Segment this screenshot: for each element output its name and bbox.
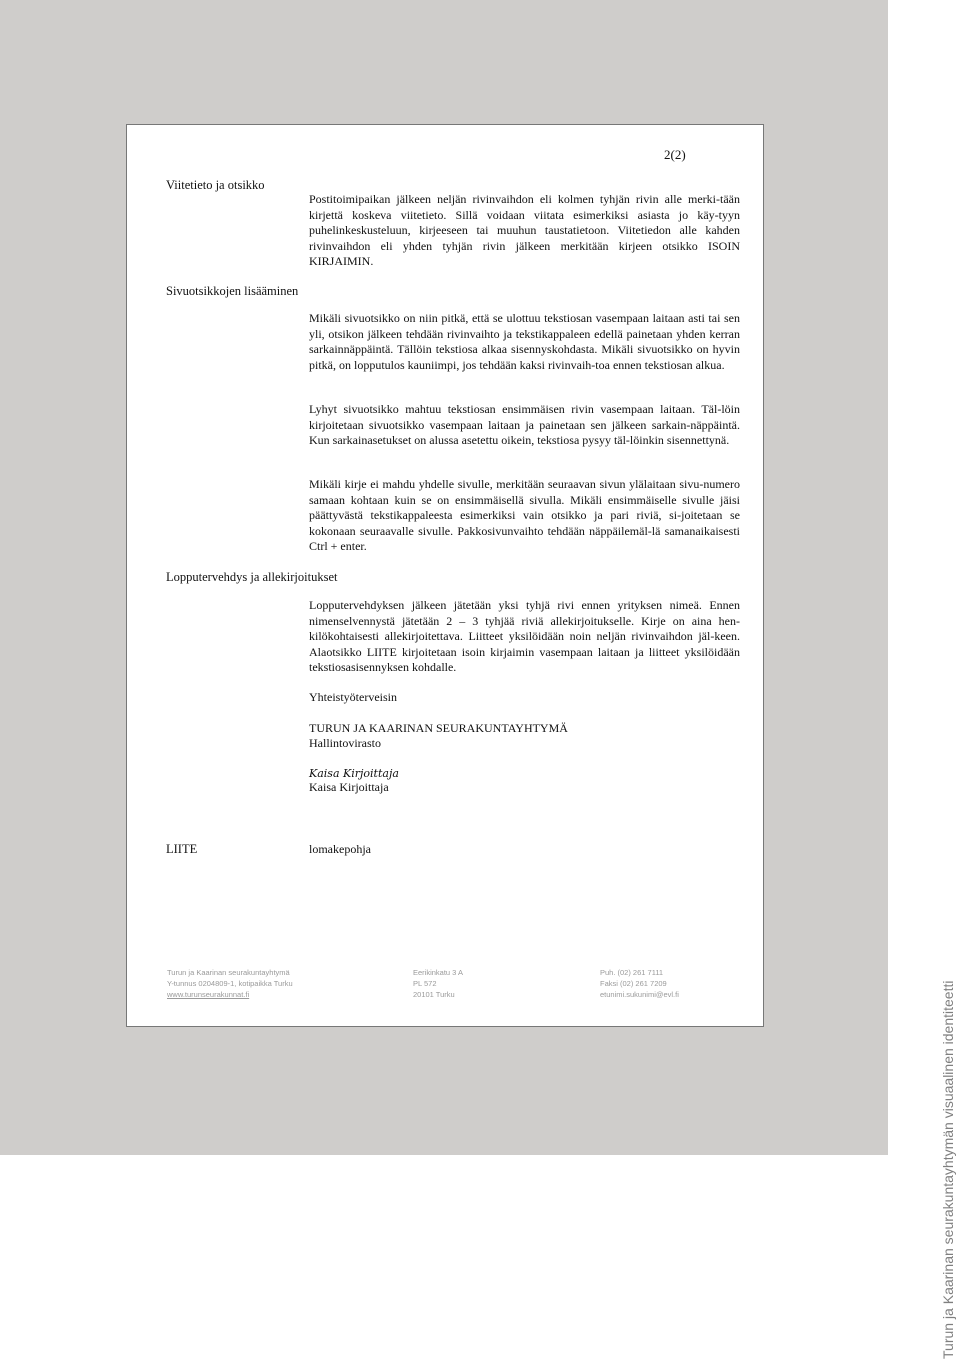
paragraph-subheadings-2: Lyhyt sivuotsikko mahtuu tekstiosan ensimmäisen rivin vasempaan laitaan. Täl-löin kirjoitetaan sivuotsikko vasempaan laitaan ja painetaan sen jälkeen sarkain-näppäintä. Kun sarkainasetukset on alussa asetettu oikein, tekstiosa pysyy täl-löinkin sisennettynä.: [309, 402, 740, 448]
footer-website-link[interactable]: www.turunseurakunnat.fi: [167, 990, 250, 999]
footer-contact: [600, 967, 679, 1000]
footer-postal: 20101 Turku: [413, 990, 455, 999]
vertical-caption: Turun ja Kaarinan seurakuntayhtymän visuaalinen identiteetti: [940, 980, 956, 1359]
closing-greeting: Yhteistyöterveisin: [309, 690, 397, 704]
footer-street: Eerikinkatu 3 A: [413, 968, 464, 977]
page-number: 2(2): [664, 147, 686, 162]
footer-address: [413, 967, 463, 1000]
attachment-label: LIITE: [166, 842, 198, 856]
attachment-value: lomakepohja: [309, 842, 371, 856]
heading-closing: Lopputervehdys ja allekirjoitukset: [166, 570, 338, 584]
paragraph-subheadings-1: Mikäli sivuotsikko on niin pitkä, että se ulottuu tekstiosan vasempaan laitaan asti tai sen yli, otsikon jälkeen tehdään rivinvaihto ja tekstikappaleen edellä painetaan yhden kerran sarkainnäppäintä. Tällöin tekstiosa alkaa sisennyskohdasta. Mikäli sivuotsikko on hyvin pitkä, on lopputulos kauniimpi, jos tehdään kaksi rivinvaih-toa ennen tekstiosan alkua.: [309, 311, 740, 372]
heading-reference: Viitetieto ja otsikko: [166, 178, 265, 192]
footer-email: etunimi.sukunimi@evl.fi: [600, 990, 679, 999]
paragraph-subheadings-3: Mikäli kirje ei mahdu yhdelle sivulle, merkitään seuraavan sivun ylälaitaan sivu-numero samaan kohtaan kuin se on ensimmäisellä sivulla. Mikäli ensimmäiselle sivulle jäisi päättyvästä tekstikappaleesta esimerkiksi vain otsikko ja pari riviä, si-joitetaan se kokonaan seuraavalle sivulle. Pakkosivunvaihto tehdään näppäilemäl-lä samanaikaisesti Ctrl + enter.: [309, 477, 740, 554]
heading-subheadings: Sivuotsikkojen lisääminen: [166, 284, 299, 298]
paragraph-reference: Postitoimipaikan jälkeen neljän rivinvaihdon eli kolmen tyhjän rivin alle merki-tään kirjettä koskeva viitetieto. Sillä voidaan viitata esimerkiksi asiasta jo käy-tyyn puhelinkeskusteluun, kirjeeseen tai muuhun taustatietoon. Viitetiedon alle kahden rivinvaihdon eli yhden tyhjän rivin jälkeen merkitään kirjeen otsikko ISOIN KIRJAIMIN.: [309, 192, 740, 269]
signer-name: Kaisa Kirjoittaja: [309, 780, 389, 794]
closing-organization: TURUN JA KAARINAN SEURAKUNTAYHTYMÄ: [309, 721, 568, 735]
footer-organization: [167, 967, 293, 1000]
footer-fax: Faksi (02) 261 7209: [600, 979, 667, 988]
footer-po-box: PL 572: [413, 979, 437, 988]
handwritten-signature: Kaisa Kirjoittaja: [309, 767, 399, 780]
footer-phone: Puh. (02) 261 7111: [600, 968, 664, 977]
closing-department: Hallintovirasto: [309, 736, 381, 750]
footer-org-name: Turun ja Kaarinan seurakuntayhtymä: [167, 968, 290, 977]
footer-business-id: Y-tunnus 0204809-1, kotipaikka Turku: [167, 979, 293, 988]
paragraph-closing: Lopputervehdyksen jälkeen jätetään yksi tyhjä rivi ennen yrityksen nimeä. Ennen nimenselvennystä jätetään 2 – 3 tyhjää riviä allekirjoitukselle. Kirje on aina hen-kilökohtaisesti allekirjoitettava. Liitteet yksilöidään noin neljän rivinvaihdon jäl-keen. Alaotsikko LIITE kirjoitetaan isoin kirjaimin vasempaan laitaan ja liitteet yksilöidään tekstiosasisennyksen kohdalle.: [309, 598, 740, 675]
